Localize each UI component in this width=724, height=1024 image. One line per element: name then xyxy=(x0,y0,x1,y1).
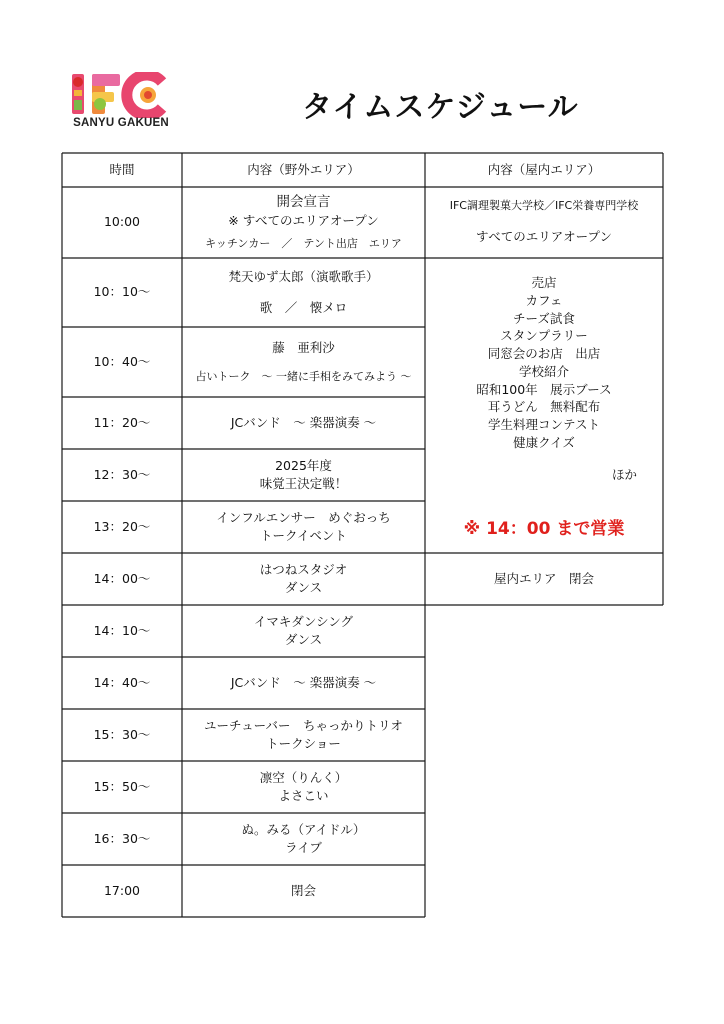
event-line: 2025年度 xyxy=(275,457,332,473)
page-title: タイムスケジュール xyxy=(302,90,579,125)
event-sub: 占いトーク 〜 一緒に手相をみてみよう 〜 xyxy=(195,370,412,384)
event-line: JCバンド 〜 楽器演奏 〜 xyxy=(230,674,377,690)
event-line: JCバンド 〜 楽器演奏 〜 xyxy=(230,414,377,430)
event-line: イマキダンシング xyxy=(253,613,354,629)
indoor-opening-cell xyxy=(425,187,663,258)
list-item: チーズ試食 xyxy=(513,310,575,326)
event-line: ダンス xyxy=(284,632,323,647)
time-cell: 10：40〜 xyxy=(93,353,151,369)
indoor-opening-schools: IFC調理製菓大学校／IFC栄養専門学校 xyxy=(449,199,639,213)
outdoor-cell xyxy=(182,501,425,553)
indoor-features-cell xyxy=(425,258,663,553)
event-line: ユーチューバー ちゃっかりトリオ xyxy=(204,717,403,733)
outdoor-cell xyxy=(182,865,425,917)
event-line: ぬ。みる（アイドル） xyxy=(241,821,366,837)
event-line: 閉会 xyxy=(290,882,316,898)
list-item: スタンプラリー xyxy=(500,328,588,344)
list-item: 耳うどん 無料配布 xyxy=(487,399,601,415)
indoor-features-more: ほか xyxy=(612,467,638,482)
indoor-hours-note: ※ 14：00 まで営業 xyxy=(463,519,625,539)
outdoor-cell xyxy=(182,187,425,258)
outdoor-cell xyxy=(182,605,425,657)
outdoor-cell xyxy=(182,709,425,761)
list-item: カフェ xyxy=(525,292,563,308)
event-line: ダンス xyxy=(284,580,323,595)
time-cell: 17:00 xyxy=(103,882,141,898)
event-line: ※ すべてのエリアオープン xyxy=(228,213,379,229)
time-cell: 10:00 xyxy=(103,214,141,230)
event-line: ライブ xyxy=(285,840,322,855)
list-item: 健康クイズ xyxy=(513,434,575,450)
event-line: よさこい xyxy=(278,788,329,803)
indoor-opening-status: すべてのエリアオープン xyxy=(475,229,612,245)
time-cell: 16：30〜 xyxy=(93,830,151,846)
outdoor-cell xyxy=(182,761,425,813)
list-item: 売店 xyxy=(531,275,557,290)
event-line: トークイベント xyxy=(260,528,347,543)
time-cell: 14：10〜 xyxy=(93,622,151,638)
event-line: インフルエンサー めぐおっち xyxy=(216,509,391,525)
time-cell: 13：20〜 xyxy=(93,518,151,534)
time-cell: 14：00〜 xyxy=(93,570,151,586)
time-cell: 15：50〜 xyxy=(93,778,151,794)
outdoor-cell xyxy=(182,327,425,397)
event-line: 凛空（りんく） xyxy=(259,769,348,785)
event-line: 梵天ゆず太郎（演歌歌手） xyxy=(228,269,379,285)
time-cell: 14：40〜 xyxy=(93,674,151,690)
list-item: 学校紹介 xyxy=(518,363,569,379)
header-outdoor: 内容（野外エリア） xyxy=(247,161,360,177)
list-item: 学生料理コンテスト xyxy=(487,417,600,432)
outdoor-cell xyxy=(182,657,425,709)
time-cell: 10：10〜 xyxy=(93,284,151,300)
event-sub: 歌 ／ 懐メロ xyxy=(259,299,348,315)
time-cell: 15：30〜 xyxy=(93,726,151,742)
list-item: 同窓会のお店 出店 xyxy=(487,346,601,361)
event-line: 開会宣言 xyxy=(276,193,331,210)
ifc-logo xyxy=(66,72,176,132)
event-line: 藤 亜利沙 xyxy=(272,339,335,355)
ifc-logo-mark xyxy=(66,72,176,118)
indoor-features-list xyxy=(476,274,611,452)
outdoor-cell xyxy=(182,813,425,865)
header-time: 時間 xyxy=(109,161,135,177)
time-cell: 12：30〜 xyxy=(93,466,151,482)
list-item: 昭和100年 展示ブース xyxy=(476,381,612,397)
outdoor-cell xyxy=(182,553,425,605)
outdoor-cell xyxy=(182,397,425,449)
event-line: トークショー xyxy=(266,736,341,751)
logo-caption: SANYU GAKUEN xyxy=(73,117,169,129)
event-sub: キッチンカー ／ テント出店 エリア xyxy=(205,237,402,251)
outdoor-cell xyxy=(182,449,425,501)
outdoor-cell xyxy=(182,258,425,327)
header-indoor: 内容（屋内エリア） xyxy=(487,161,601,177)
event-line: 味覚王決定戦！ xyxy=(259,476,348,491)
time-cell: 11：20〜 xyxy=(93,414,151,430)
indoor-closing-cell: 屋内エリア 閉会 xyxy=(493,570,594,586)
event-line: はつねスタジオ xyxy=(259,561,348,577)
